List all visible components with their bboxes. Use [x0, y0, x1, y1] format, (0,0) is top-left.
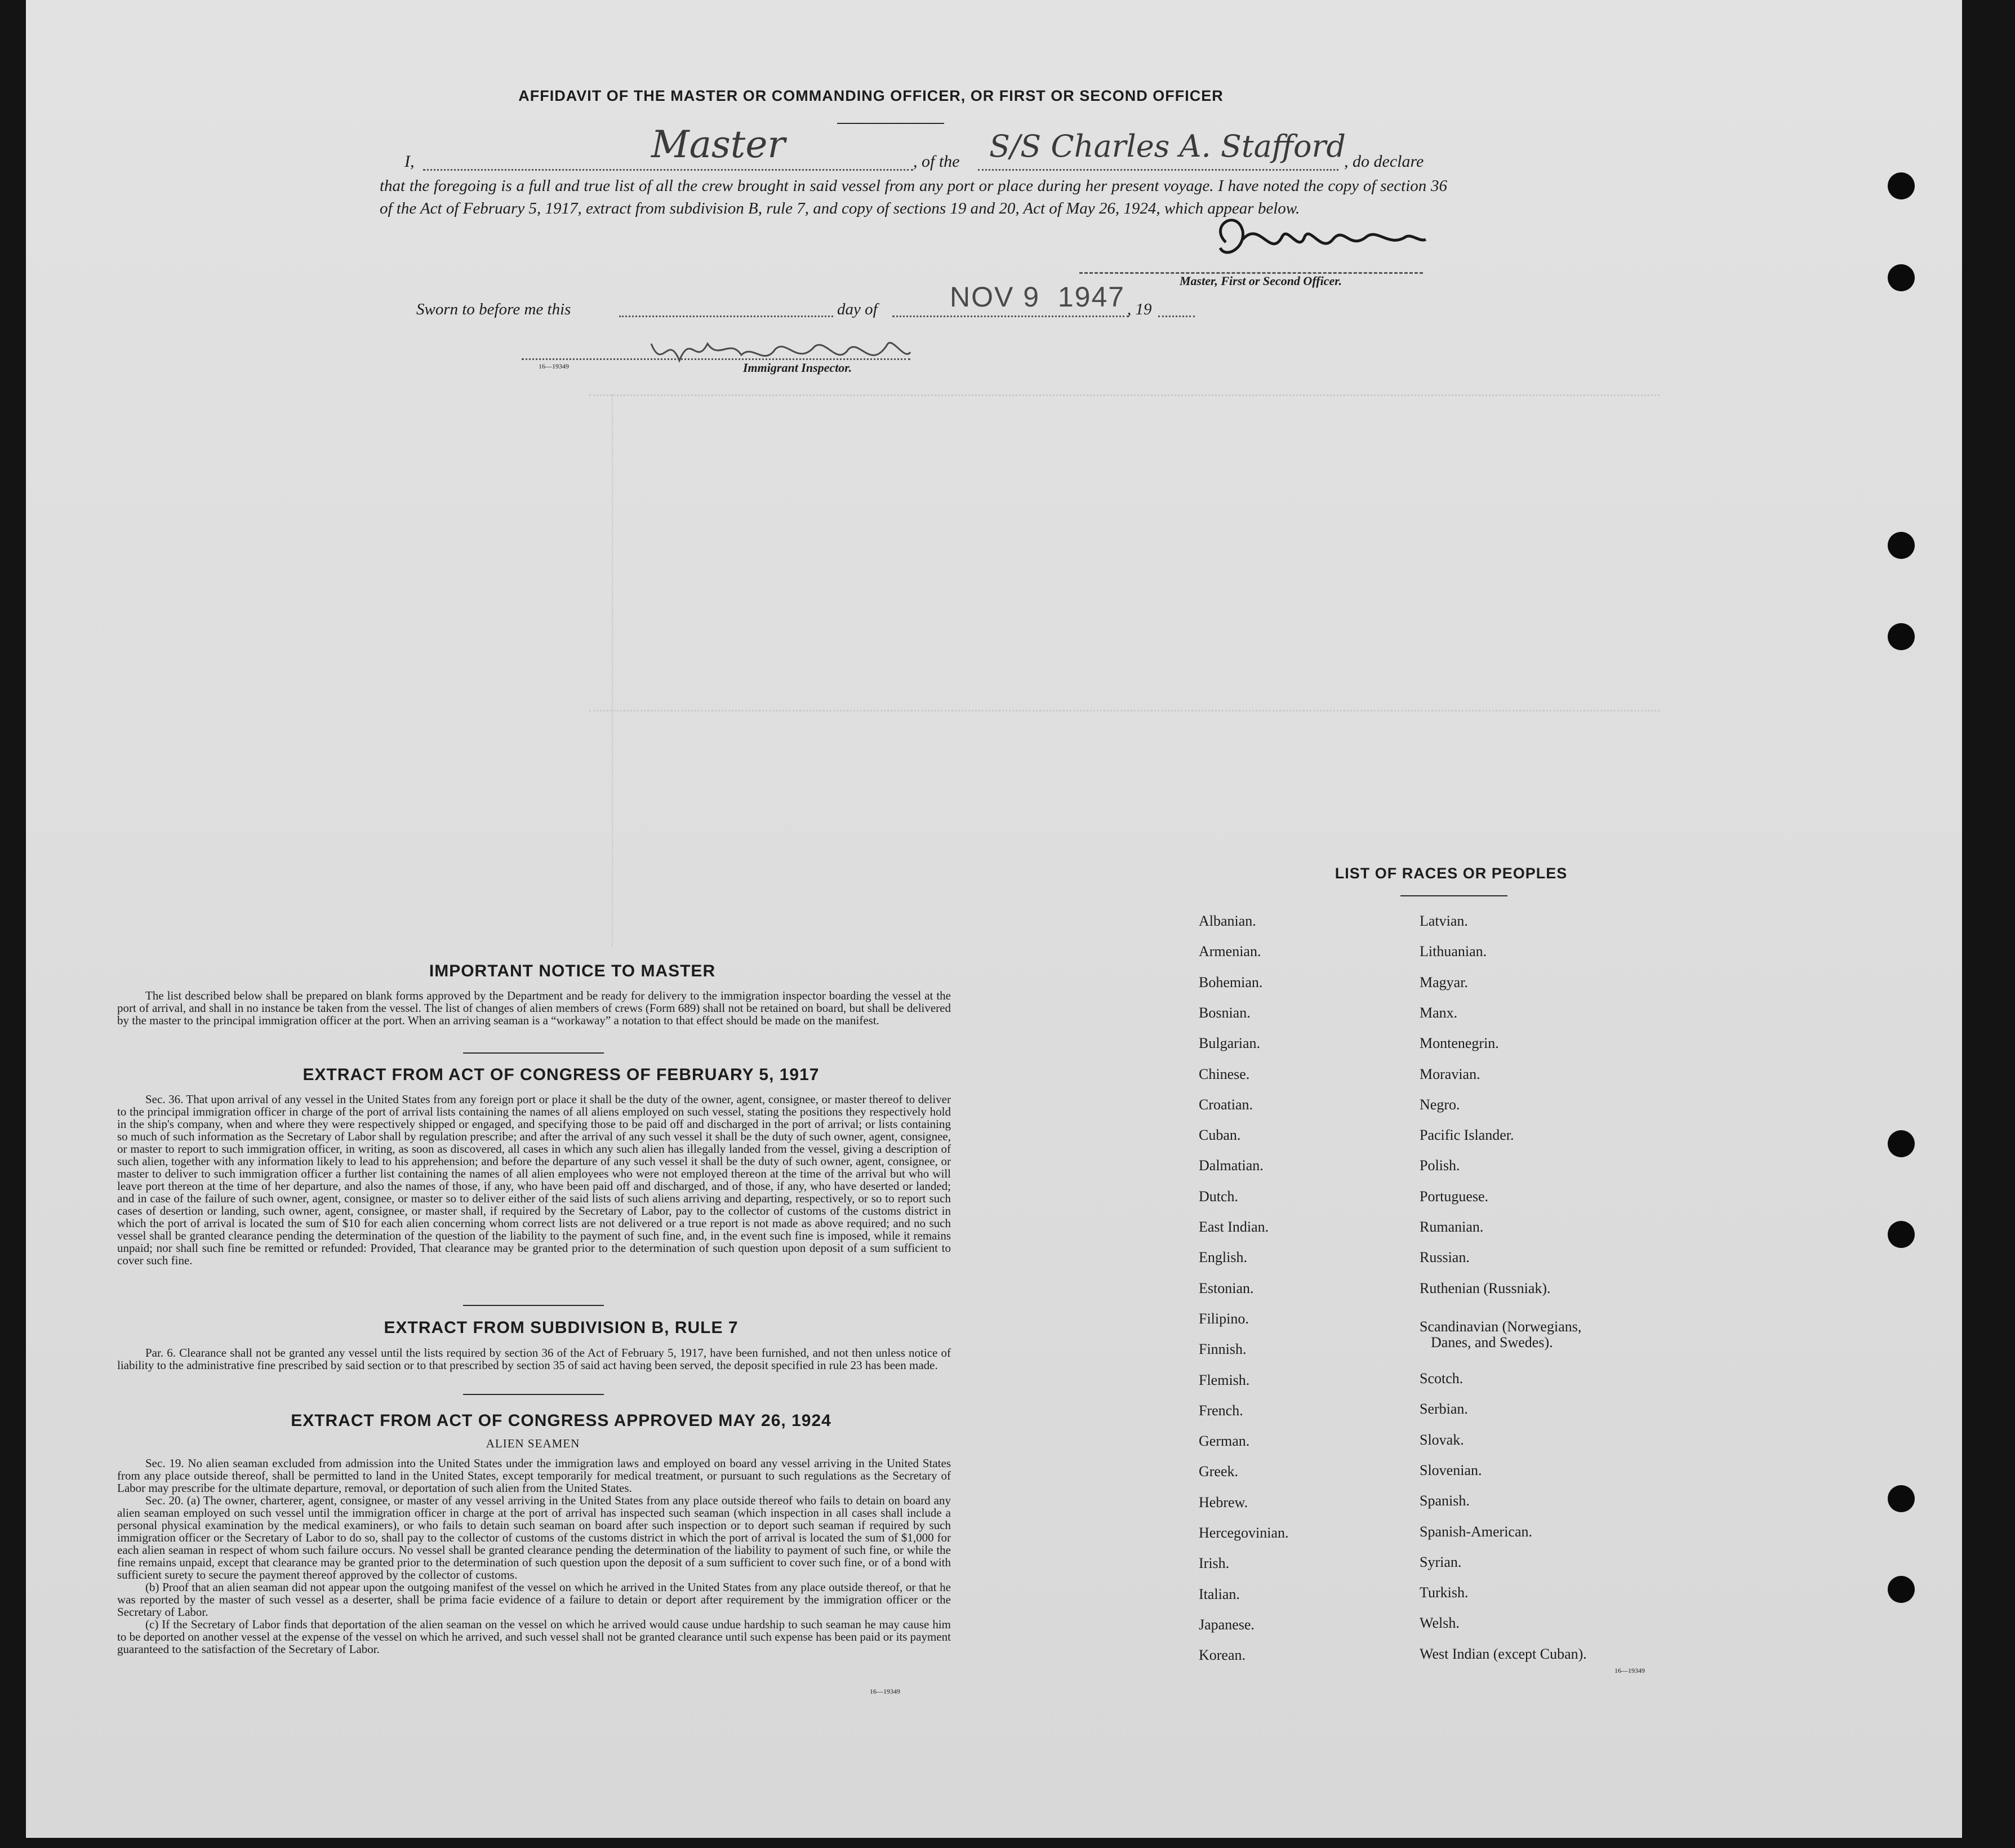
- race-item: Bosnian.: [1199, 1004, 1251, 1021]
- race-item: Magyar.: [1420, 974, 1468, 990]
- notice-text: The list described below shall be prepared on blank forms approved by the Department and be ready for delivery to the immigration inspector boarding the vessel at the port of arrival, and shall in no instance be taken from the vessel. The list of changes of alien members of crews (Form 689) shall not be retained on board, but shall be delivered by the master to the principal immigration officer at the port. When an arriving seaman is a “workaway” a notation to that effect should be made on the manifest.: [117, 989, 951, 1027]
- date-stamp: NOV 9 1947: [950, 281, 1126, 313]
- race-item: Manx.: [1420, 1004, 1458, 1021]
- race-item: Estonian.: [1199, 1280, 1254, 1296]
- race-item: Hercegovinian.: [1199, 1525, 1289, 1541]
- race-item: Japanese.: [1199, 1616, 1255, 1633]
- race-item: Finnish.: [1199, 1341, 1247, 1358]
- punch-hole: [1888, 1130, 1915, 1157]
- race-item: Serbian.: [1420, 1401, 1468, 1418]
- race-item: Moravian.: [1420, 1065, 1480, 1082]
- extract-rule7-heading: EXTRACT FROM SUBDIVISION B, RULE 7: [384, 1318, 739, 1337]
- officer-line: [423, 169, 913, 171]
- race-item: Chinese.: [1199, 1065, 1250, 1082]
- race-item: German.: [1199, 1433, 1250, 1450]
- race-scandinavian-line1: Scandinavian (Norwegians,: [1420, 1318, 1582, 1335]
- race-item: Cuban.: [1199, 1127, 1241, 1144]
- race-item: Greek.: [1199, 1463, 1239, 1480]
- heading-divider: [837, 123, 944, 124]
- form-number-top: 16—19349: [539, 362, 569, 370]
- race-item: Dalmatian.: [1199, 1157, 1264, 1174]
- race-item: Bulgarian.: [1199, 1035, 1261, 1052]
- punch-hole: [1888, 623, 1915, 650]
- sec-20c-text: (c) If the Secretary of Labor finds that deportation of the alien seaman on the vessel on which he arrived would cause undue hardship to such seaman he may cause him to be deported on another vessel at the expense of the vessel on which he arrived, and such vessel shall not be granted clearance until such expense has been paid or its payment guaranteed to the satisfaction of the Secretary of Labor.: [117, 1618, 951, 1656]
- race-item: Bohemian.: [1199, 974, 1263, 990]
- race-item: Montenegrin.: [1420, 1035, 1499, 1052]
- document-page: [26, 0, 1962, 1838]
- signature-caption: Master, First or Second Officer.: [1180, 274, 1342, 288]
- of-the-label: , of the: [913, 152, 960, 171]
- race-item: Rumanian.: [1420, 1219, 1484, 1235]
- race-item: West Indian (except Cuban).: [1420, 1645, 1587, 1662]
- punch-hole: [1888, 1576, 1915, 1603]
- races-heading: LIST OF RACES OR PEOPLES: [1335, 865, 1568, 882]
- race-item: Negro.: [1420, 1096, 1460, 1113]
- punch-hole: [1888, 1485, 1915, 1512]
- day-of-label: day of: [837, 300, 878, 318]
- race-item: Armenian.: [1199, 943, 1261, 960]
- sec-19-text: Sec. 19. No alien seaman excluded from admission into the United States under the immigration laws and employed on board any vessel arriving in the United States from any place outside thereof, shall be permitted to land in the United States, except temporarily for medical treatment, or pursuant to such regulations as the Secretary of Labor may prescribe for the ultimate departure, removal, or deportation of such alien from the United States.: [117, 1456, 951, 1495]
- punch-hole: [1888, 172, 1915, 199]
- section-divider: [463, 1305, 604, 1306]
- section-divider: [463, 1052, 604, 1054]
- race-item: Syrian.: [1420, 1553, 1462, 1570]
- punch-hole: [1888, 264, 1915, 291]
- race-item: Irish.: [1199, 1555, 1230, 1572]
- race-item: Latvian.: [1420, 913, 1468, 929]
- race-item: Scotch.: [1420, 1370, 1464, 1387]
- race-item: Spanish-American.: [1420, 1523, 1533, 1540]
- extract-1917-text: Sec. 36. That upon arrival of any vessel in the United States from any foreign port or place it shall be the duty of the owner, agent, consignee, or master thereof to deliver to the principal immigration officer in charge of the port of arrival lists containing the names of all aliens employed on such vessel, stating the positions they respectively hold in the ship's company, when and where they were respectively shipped or engaged, and specifying those to be paid off and discharged in the port of arrival; or lists containing so much of such information as the Secretary of Labor shall by regulation prescribe; and after the arrival of any such vessel it shall be the duty of such owner, agent, consignee, or master to report to such immigration officer, in writing, as soon as discovered, all cases in which any such alien has illegally landed from the vessel, giving a description of such alien, together with any information likely to lead to his apprehension; and before the departure of any such vessel it shall be the duty of such owner, agent, consignee, or master to deliver to such immigration officer a further list containing the names of all alien employees who were not employed thereon at the time of the arrival but who will leave port thereon at the time of her departure, and also the names of those, if any, who have been paid off and discharged, and of those, if any, who have deserted or landed; and in case of the failure of such owner, agent, consignee, or master so to deliver either of the said lists of such aliens arriving and departing, respectively, or so to report such cases of desertion or landing, such owner, agent, consignee, or master shall, if required by the Secretary of Labor, pay to the collector of customs of the customs district in which the port of arrival is located the sum of $10 for each alien concerning whom correct lists are not delivered or a true report is not made as above required; and no such vessel shall be granted clearance pending the determination of the question of the liability to the payment of such fine, and, in the event such fine is imposed, while it remains unpaid; nor shall such fine be remitted or refunded: Provided, That clearance may be granted prior to the determination of such question upon deposit of a sum sufficient to cover such fine.: [117, 1092, 951, 1267]
- race-item: Dutch.: [1199, 1188, 1239, 1205]
- race-item: Welsh.: [1420, 1615, 1460, 1632]
- punch-hole: [1888, 1221, 1915, 1248]
- section-divider: [463, 1394, 604, 1395]
- race-item: Croatian.: [1199, 1096, 1253, 1113]
- race-item: Flemish.: [1199, 1371, 1250, 1388]
- extract-1924-heading: EXTRACT FROM ACT OF CONGRESS APPROVED MAY 26, 1924: [291, 1411, 831, 1430]
- bleed-through-line: [589, 710, 1660, 712]
- form-number-bottom-right: 16—19349: [1614, 1667, 1645, 1674]
- i-label: I,: [404, 152, 415, 171]
- race-item: Ruthenian (Russniak).: [1420, 1280, 1551, 1296]
- do-declare-label: , do declare: [1344, 152, 1424, 171]
- race-item: East Indian.: [1199, 1219, 1269, 1235]
- master-signature: [1203, 208, 1429, 270]
- race-item: Russian.: [1420, 1249, 1470, 1266]
- race-item: Pacific Islander.: [1420, 1127, 1514, 1144]
- sworn-day-line: [619, 316, 833, 317]
- sec-20b-text: (b) Proof that an alien seaman did not appear upon the outgoing manifest of the vessel on which he arrived in the United States from any place outside thereof, or that he was reported by the master of such vessel as a deserter, shall be prima facie evidence of a failure to detain or deport after requirement by the immigration officer or the Secretary of Labor.: [117, 1580, 951, 1619]
- year-prefix: , 19: [1127, 300, 1152, 318]
- race-scandinavian-line2: Danes, and Swedes).: [1431, 1334, 1553, 1351]
- race-item: English.: [1199, 1249, 1247, 1266]
- race-item: Slovenian.: [1420, 1461, 1482, 1478]
- sworn-year-line: [1158, 316, 1195, 317]
- officer-handwritten: Master: [651, 123, 785, 166]
- extract-1924-body: [117, 1457, 951, 1655]
- race-item: Turkish.: [1420, 1584, 1469, 1601]
- inspector-caption: Immigrant Inspector.: [743, 361, 852, 375]
- extract-1917-heading: EXTRACT FROM ACT OF CONGRESS OF FEBRUARY 5, 1917: [303, 1065, 820, 1084]
- vessel-handwritten: S/S Charles A. Stafford: [989, 128, 1346, 164]
- race-item: Lithuanian.: [1420, 943, 1487, 960]
- race-item: Spanish.: [1420, 1492, 1470, 1509]
- race-item: Portuguese.: [1420, 1188, 1489, 1205]
- bleed-through-line: [589, 394, 1660, 396]
- punch-hole: [1888, 532, 1915, 559]
- sec-20a-text: Sec. 20. (a) The owner, charterer, agent, consignee, or master of any vessel arriving in the United States from any place outside thereof who fails to detain on board any alien seaman employed on such vessel until the immigration officer in charge at the port of arrival has inspected such seaman (which inspection in all cases shall include a personal physical examination by the medical examiners), or who fails to detain such seaman on board after such inspection or to deport such seaman if required by such immigration officer or the Secretary of Labor to do so, shall pay to the collector of customs of the customs district in which the port of arrival is located the sum of $1,000 for each alien seaman in respect of whom such failure occurs. No vessel shall be granted clearance pending the determination of the liability to payment of such fine, or while the fine remains unpaid, except that clearance may be granted prior to the determination of such question upon the deposit of a sum sufficient to cover such fine, or of a bond with sufficient surety to secure the payment thereof approved by the collector of customs.: [117, 1494, 951, 1582]
- race-item: Korean.: [1199, 1647, 1246, 1664]
- sworn-month-line: [892, 316, 1129, 317]
- extract-1924-subheading: ALIEN SEAMEN: [486, 1437, 580, 1450]
- extract-rule7-text: Par. 6. Clearance shall not be granted any vessel until the lists required by section 36 of the Act of February 5, 1917, have been furnished, and not then unless notice of liability to the administrative fine prescribed by said section or to that prescribed by section 35 of said act having been served, the deposit specified in rule 23 has been made.: [117, 1346, 951, 1372]
- race-item: Polish.: [1420, 1157, 1460, 1174]
- race-item: Albanian.: [1199, 913, 1256, 929]
- affidavit-body: that the foregoing is a full and true list of all the crew brought in said vessel from any port or place during her present voyage. I have noted the copy of section 36 of the Act of February 5, 1917, extract from subdivision B, rule 7, and copy of sections 19 and 20, Act of May 26, 1924, which appear below.: [380, 177, 1447, 217]
- race-item: Filipino.: [1199, 1310, 1249, 1327]
- bleed-through-vertical: [612, 394, 613, 947]
- inspector-line: [522, 358, 910, 360]
- race-item: Italian.: [1199, 1585, 1240, 1602]
- vessel-line: [978, 169, 1338, 171]
- notice-heading: IMPORTANT NOTICE TO MASTER: [429, 962, 716, 980]
- sworn-label: Sworn to before me this: [416, 300, 571, 318]
- races-divider: [1400, 895, 1507, 896]
- affidavit-heading: AFFIDAVIT OF THE MASTER OR COMMANDING OFFICER, OR FIRST OR SECOND OFFICER: [518, 87, 1224, 104]
- form-number-bottom-left: 16—19349: [870, 1687, 900, 1695]
- race-item: French.: [1199, 1402, 1243, 1419]
- race-item: Hebrew.: [1199, 1494, 1248, 1511]
- race-item: Slovak.: [1420, 1431, 1464, 1448]
